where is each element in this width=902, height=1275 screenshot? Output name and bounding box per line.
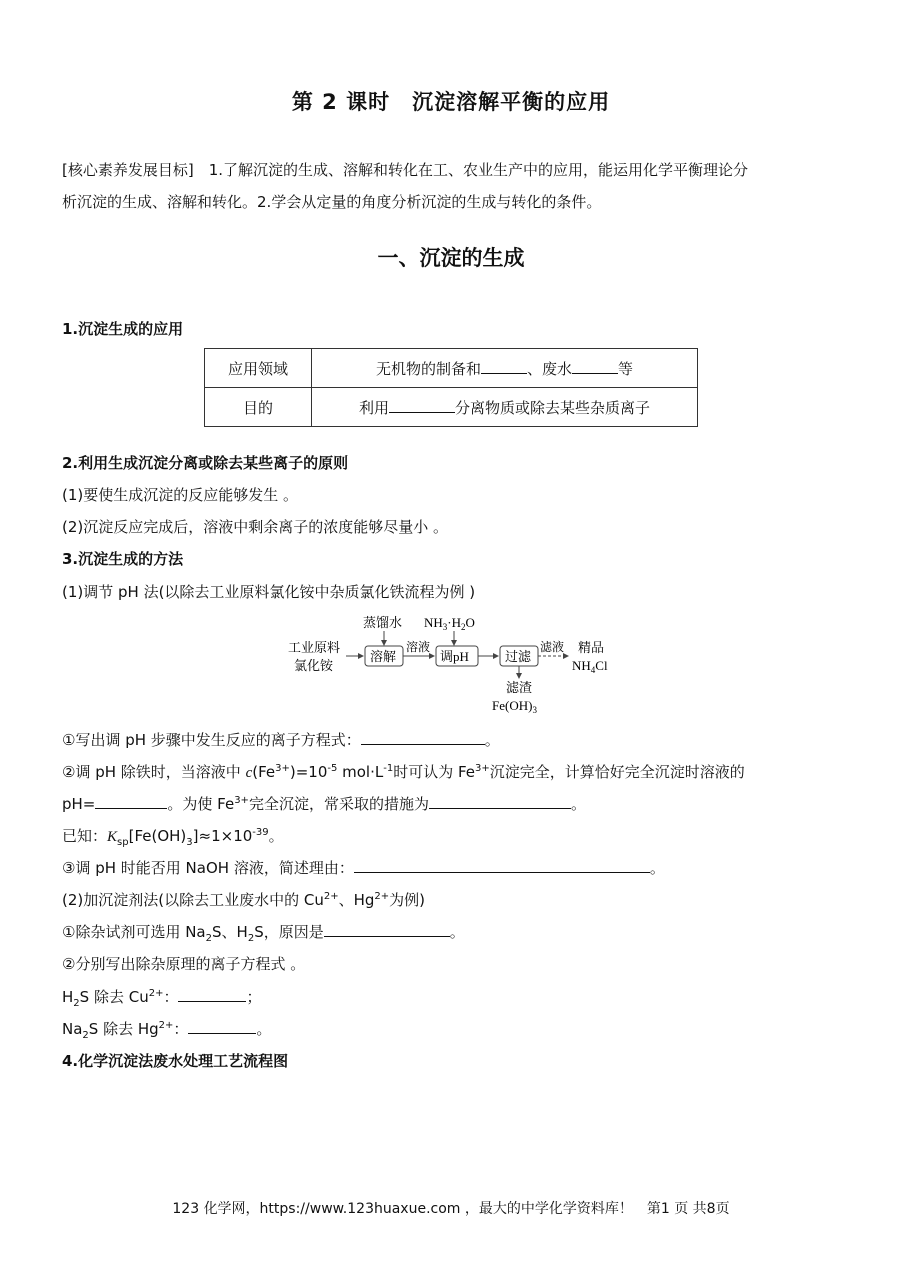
heading-3: 3.沉淀生成的方法 [62,550,184,568]
question-text: Na [62,1020,83,1038]
page-footer: 123 化学网，https://www.123huaxue.com ，最大的中学化学资料库！ 第1 页 共8页 [172,1201,730,1217]
product-formula: $NH_4Cl$ [572,658,608,675]
table-cell: 目的 [205,388,312,427]
fill-blank[interactable] [188,1019,256,1034]
process-flow-diagram [288,612,628,716]
question-text: S，原因是 [254,923,324,941]
known-ksp: 已知：$K_{sp}[Fe(OH)_3]\approx 1\times 10^{-39}$。 [62,827,284,848]
page-title: 第 2 课时 沉淀溶解平衡的应用 [291,90,611,114]
table-row [205,349,698,388]
method-2: (2)加沉淀剂法(以除去工业废水中的 $Cu^{2+}$、$Hg^{2+}$为例) [62,891,426,909]
question-text: 沉淀完全，计算恰好完全沉淀时溶液的 [489,763,745,781]
residue-text: Fe(OH) [492,698,533,713]
cell-text: 、废水 [526,359,572,378]
fill-blank[interactable] [389,398,455,413]
question-6: $H_2S$ 除去 $Cu^{2+}$： ； [62,988,262,1009]
table-cell [312,388,698,427]
reagent-text: NH [424,615,443,630]
table-cell [312,349,698,388]
question-2: ②调 pH 除铁时，当溶液中 $c(Fe^{3+})=10^{-5}$ $mol\cdot L^{-1}$时可认为 $Fe^{3+}$沉淀完全，计算恰好完全沉淀时溶液的 [62,763,745,781]
question-text: ③调 pH 时能否用 NaOH 溶液，简述理由： [62,859,354,877]
product-label: 精品 [578,640,605,655]
fill-blank[interactable] [572,359,618,374]
heading-1: 1.沉淀生成的应用 [62,320,184,338]
residue-formula: $Fe(OH)_3$ [492,698,537,715]
raw-material-name: 氯化铵 [294,658,334,673]
principle-2: (2)沉淀反应完成后，溶液中剩余离子的浓度能够尽量小 。 [62,518,449,536]
question-text: ①除杂试剂可选用 Na [62,923,206,941]
cell-text: 等 [618,359,634,378]
cell-text: 无机物的制备和 [375,359,481,378]
question-text: (Fe [252,763,276,781]
question-text: ②调 pH 除铁时，当溶液中 [62,763,246,781]
question-text: 时可认为 Fe [393,763,476,781]
method-1: (1)调节 pH 法(以除去工业原料氯化铵中杂质氯化铁流程为例 ) [62,583,476,601]
filtrate-label: 滤液 [540,640,565,654]
method-text: (2)加沉淀剂法(以除去工业废水中的 Cu [62,891,324,909]
adjust-ph-label: 调pH [440,649,469,664]
principle-1: (1)要使生成沉淀的反应能够发生 。 [62,486,299,504]
known-text: [Fe(OH) [128,827,187,845]
question-text: S、H [212,923,248,941]
fill-blank[interactable] [481,359,527,374]
method-text: 、Hg [338,891,375,909]
cell-text: 利用 [358,398,389,417]
water-label: 蒸馏水 [363,615,403,630]
known-text: 已知： [62,827,108,845]
heading-4: 4.化学沉淀法废水处理工艺流程图 [62,1052,289,1070]
question-5: ②分别写出除杂原理的离子方程式 。 [62,955,306,973]
question-text: mol·L [337,763,384,781]
core-goal [62,154,842,218]
question-7: $Na_2S$ 除去 $Hg^{2+}$： 。 [62,1020,272,1041]
table-cell: 应用领域 [205,349,312,388]
filter-label: 过滤 [505,649,532,664]
fill-blank[interactable] [324,922,450,937]
table-row [205,388,698,427]
goal-label: [核心素养发展目标] [62,161,194,179]
section-heading: 一、沉淀的生成 [377,246,525,270]
question-text: 。为使 Fe [167,795,235,813]
solution-label: 溶液 [406,640,431,654]
fill-blank[interactable] [361,730,485,745]
cell-text: 分离物质或除去某些杂质离子 [455,398,651,417]
question-text: S 除去 Hg [88,1020,159,1038]
product-text: NH [572,658,591,673]
question-text: H [62,988,74,1006]
raw-material-label: 工业原料 [288,640,341,655]
application-table [204,348,698,427]
reagent-label: $NH_3\cdot H_2O$ [424,615,475,632]
question-text: S 除去 Cu [79,988,149,1006]
known-text: ]≈1×10 [192,827,253,845]
question-2-cont: pH= 。为使 $Fe^{3+}$完全沉淀，常采取的措施为 。 [62,795,586,813]
goal-text-2: 析沉淀的生成、溶解和转化。2.学会从定量的角度分析沉淀的生成与转化的条件。 [62,193,602,211]
heading-2: 2.利用生成沉淀分离或除去某些离子的原则 [62,454,349,472]
fill-blank[interactable] [178,987,246,1002]
question-text: 完全沉淀，常采取的措施为 [248,795,429,813]
question-4: ①除杂试剂可选用 $Na_2S$、$H_2S$，原因是 。 [62,923,465,944]
question-3: ③调 pH 时能否用 NaOH 溶液，简述理由： 。 [62,859,665,877]
dissolve-label: 溶解 [370,649,397,664]
question-text: pH= [62,795,96,813]
question-1: ①写出调 pH 步骤中发生反应的离子方程式： 。 [62,731,500,749]
fill-blank[interactable] [429,794,571,809]
goal-text-1: 1.了解沉淀的生成、溶解和转化在工、农业生产中的应用，能运用化学平衡理论分 [193,161,749,179]
question-text: ①写出调 pH 步骤中发生反应的离子方程式： [62,731,361,749]
question-text: )=10 [289,763,328,781]
method-text: 为例) [389,891,426,909]
fill-blank[interactable] [354,858,650,873]
fill-blank[interactable] [95,794,167,809]
residue-label: 滤渣 [506,680,533,695]
